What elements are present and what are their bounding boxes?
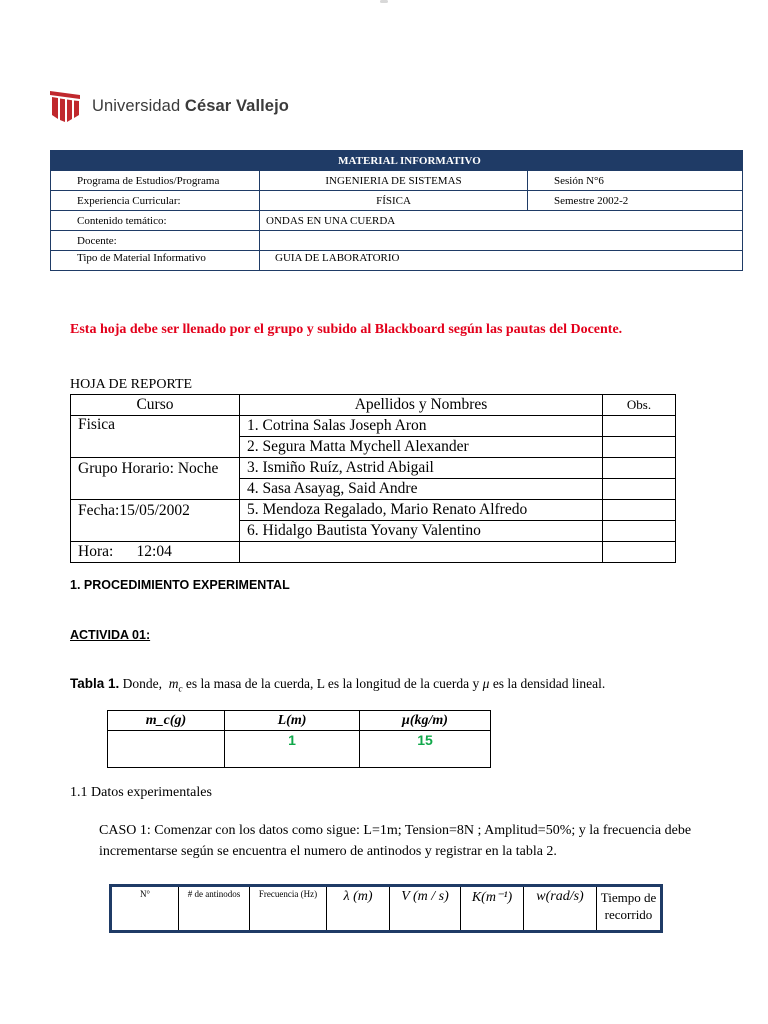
experiencia-value: FÍSICA: [260, 191, 528, 211]
table-row: [71, 416, 676, 437]
obs-cell: [603, 458, 676, 479]
t2-header-antinodos: # de antinodos: [179, 886, 250, 932]
mc-symbol: m: [168, 676, 179, 691]
contenido-value: ONDAS EN UNA CUERDA: [260, 211, 743, 231]
t1-value-mc: [108, 731, 225, 768]
grupo-value: Grupo Horario: Noche: [71, 458, 240, 500]
hora-value: Hora: 12:04: [71, 542, 240, 563]
header-curso: Curso: [71, 395, 240, 416]
table-row: [51, 211, 743, 231]
t2-header-n: N°: [111, 886, 179, 932]
tabla1-text-c: es la densidad lineal.: [489, 676, 606, 691]
member-2: 2. Segura Matta Mychell Alexander: [240, 437, 603, 458]
programa-value: INGENIERIA DE SISTEMAS: [260, 171, 528, 191]
tipo-value: GUIA DE LABORATORIO: [260, 251, 743, 271]
datos-heading: 1.1 Datos experimentales: [70, 785, 212, 800]
table-row: [51, 251, 743, 271]
table-row: [111, 886, 662, 932]
table-row: [51, 231, 743, 251]
actividad-heading: ACTIVIDA 01:: [70, 628, 151, 642]
table-row: [71, 395, 676, 416]
obs-cell: [603, 500, 676, 521]
obs-cell: [603, 416, 676, 437]
table-row: [108, 731, 491, 768]
tabla1-caption: [70, 676, 605, 694]
t1-value-l: 1: [225, 731, 360, 768]
fecha-value: Fecha:15/05/2002: [71, 500, 240, 542]
docente-value: [260, 231, 743, 251]
material-header: MATERIAL INFORMATIVO: [51, 151, 743, 171]
t2-header-frecuencia: Frecuencia (Hz): [250, 886, 327, 932]
table-row: [71, 542, 676, 563]
member-3: 3. Ismiño Ruíz, Astrid Abigail: [240, 458, 603, 479]
t2-header-tiempo: Tiempo de recorrido: [597, 886, 662, 932]
tabla1-text-b: es la masa de la cuerda, L es la longitud de la cuerda y: [182, 676, 483, 691]
tabla1: [107, 710, 491, 768]
report-table: [70, 394, 676, 563]
caso-1-text: CASO 1: Comenzar con los datos como sigue: L=1m; Tension=8N ; Amplitud=50%; y la frecuencia debe incrementarse según se encuentra el numero de antinodos y registrar en la tabla 2.: [99, 823, 692, 859]
t1-header-l: L(m): [225, 711, 360, 731]
material-info-table: [50, 150, 743, 271]
table-row: [71, 458, 676, 479]
obs-cell: [603, 479, 676, 500]
t1-header-mc: m_c(g): [108, 711, 225, 731]
logo-text-regular: Universidad: [92, 96, 185, 115]
semestre-value: Semestre 2002-2: [528, 191, 743, 211]
docente-label: Docente:: [51, 231, 260, 251]
upload-warning: Esta hoja debe ser llenado por el grupo y subido al Blackboard según las pautas del Docente.: [70, 322, 623, 337]
t2-header-lambda: λ (m): [327, 886, 390, 932]
mc-subscript: c: [178, 683, 183, 694]
top-mark: [380, 0, 388, 3]
t1-header-mu: μ(kg/m): [360, 711, 491, 731]
member-6: 6. Hidalgo Bautista Yovany Valentino: [240, 521, 603, 542]
logo-text-bold: César Vallejo: [184, 96, 289, 115]
header-nombres: Apellidos y Nombres: [240, 395, 603, 416]
member-4: 4. Sasa Asayag, Said Andre: [240, 479, 603, 500]
table-row: [51, 191, 743, 211]
t2-header-v: V (m / s): [390, 886, 461, 932]
obs-cell: [603, 521, 676, 542]
member-5: 5. Mendoza Regalado, Mario Renato Alfredo: [240, 500, 603, 521]
table-row: [71, 500, 676, 521]
table-row: [108, 711, 491, 731]
tipo-label: Tipo de Material Informativo: [51, 251, 260, 271]
university-logo: [50, 88, 289, 124]
contenido-label: Contenido temático:: [51, 211, 260, 231]
programa-label: Programa de Estudios/Programa: [51, 171, 260, 191]
sesion-value: Sesión N°6: [528, 171, 743, 191]
section-procedimiento: 1. PROCEDIMIENTO EXPERIMENTAL: [70, 578, 290, 592]
empty-cell: [240, 542, 603, 563]
member-1: 1. Cotrina Salas Joseph Aron: [240, 416, 603, 437]
ucv-logo-icon: [50, 89, 80, 123]
table-row: [51, 171, 743, 191]
t1-value-mu: 15: [360, 731, 491, 768]
obs-cell: [603, 542, 676, 563]
experiencia-label: Experiencia Curricular:: [51, 191, 260, 211]
tabla2: [109, 884, 663, 933]
obs-cell: [603, 437, 676, 458]
tabla1-label: Tabla 1.: [70, 676, 120, 691]
tabla1-text-a: Donde,: [119, 676, 169, 691]
mu-symbol: μ: [482, 676, 490, 691]
report-title: HOJA DE REPORTE: [70, 377, 193, 392]
t2-header-w: w(rad/s): [524, 886, 597, 932]
t2-header-k: K(m⁻¹): [461, 886, 524, 932]
header-obs: Obs.: [603, 395, 676, 416]
curso-value: Fisica: [71, 416, 240, 458]
